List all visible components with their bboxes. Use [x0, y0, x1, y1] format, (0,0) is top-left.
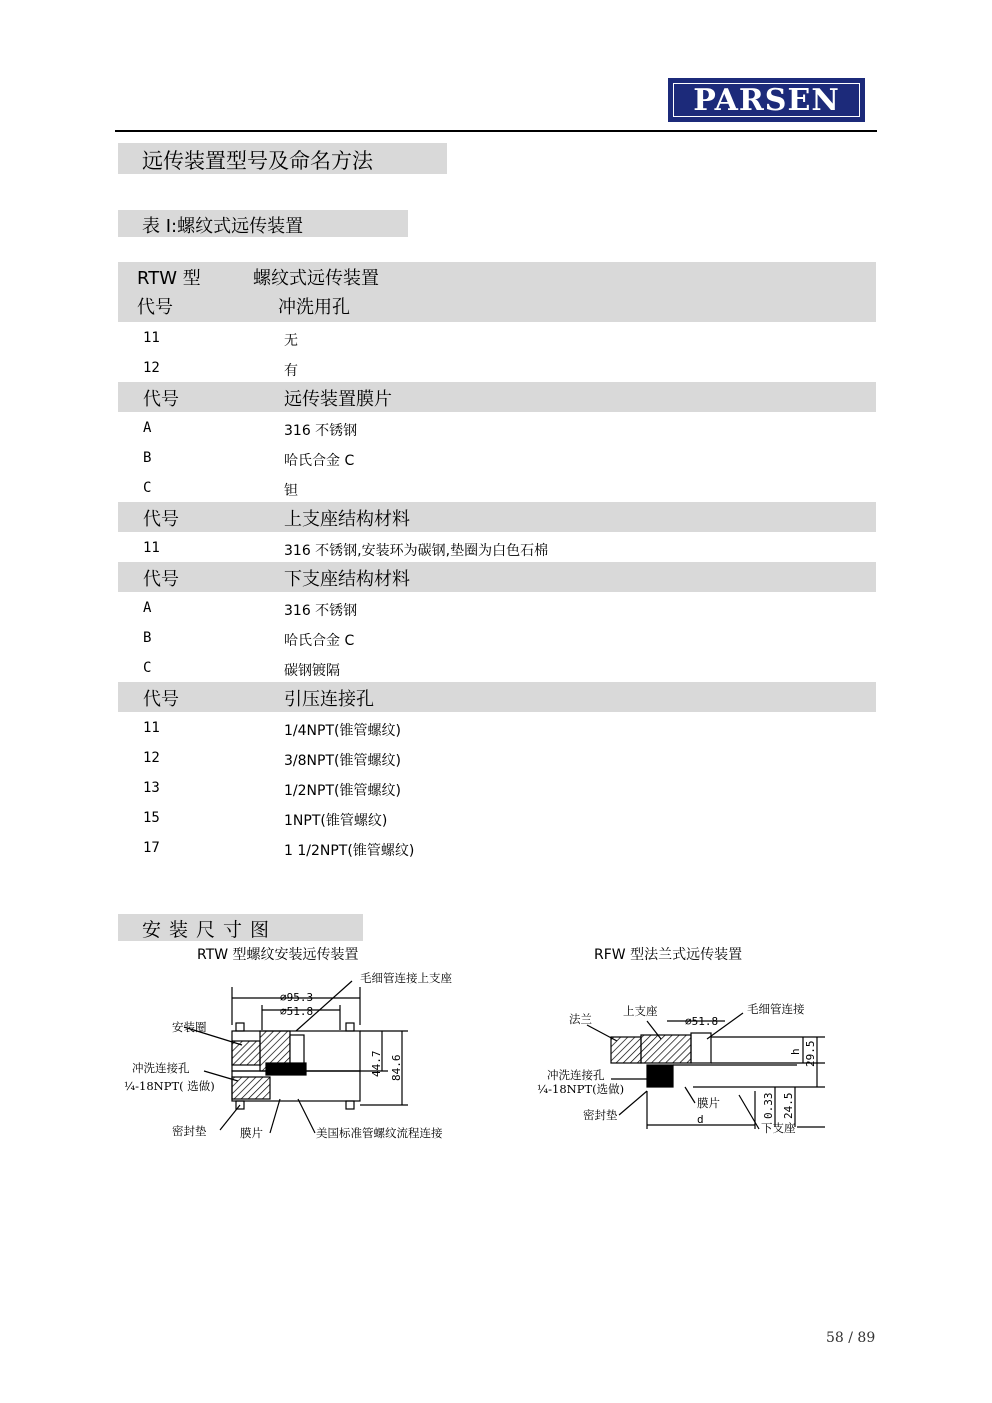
group-name: 引压连接孔	[284, 689, 374, 710]
label-ring: 安装圈	[172, 1020, 207, 1034]
row-desc: 哈氏合金 C	[284, 633, 355, 649]
row-code: 13	[143, 780, 160, 796]
row-code: 11	[143, 720, 160, 736]
table-heading	[118, 210, 408, 237]
row-code: B	[143, 450, 152, 466]
section-heading	[118, 143, 447, 174]
row-desc: 1/4NPT(锥管螺纹)	[284, 723, 401, 739]
row-code: 12	[143, 360, 160, 376]
row-desc: 1 1/2NPT(锥管螺纹)	[284, 843, 415, 859]
label-lower-seat: 下支座	[761, 1121, 796, 1135]
dim-v1: 0.33	[762, 1092, 775, 1119]
table-row	[118, 352, 876, 382]
dim-h: h	[789, 1048, 802, 1055]
label-capillary-upper: 毛细管连接上支座	[360, 971, 452, 985]
row-desc: 碳钢镀隔	[284, 663, 340, 679]
row-desc: 1NPT(锥管螺纹)	[284, 813, 388, 829]
group-header	[118, 502, 876, 532]
model-name: 螺纹式远传装置	[253, 268, 379, 289]
row-desc: 哈氏合金 C	[284, 453, 355, 469]
code-label: 代号	[143, 389, 179, 410]
table-row	[118, 622, 876, 652]
logo-text: PARSEN	[693, 83, 840, 118]
table-row	[118, 772, 876, 802]
label-flush-thread: ¼-18NPT(选做)	[537, 1082, 625, 1096]
table-row	[118, 742, 876, 772]
table-row	[118, 802, 876, 832]
row-code: A	[143, 420, 152, 436]
row-code: 11	[143, 540, 160, 556]
table-title: 表 I:螺纹式远传装置	[142, 216, 304, 237]
code-label: 代号	[143, 509, 179, 530]
dim-d1: ∅51.8	[685, 1015, 719, 1028]
dim-d1: ∅95.3	[280, 991, 314, 1004]
label-process: 美国标准管螺纹流程连接	[316, 1126, 443, 1140]
row-code: C	[143, 660, 152, 676]
label-capillary: 毛细管连接	[747, 1002, 805, 1016]
install-title: 安装尺寸图	[142, 919, 278, 941]
row-code: B	[143, 630, 152, 646]
table-row	[118, 442, 876, 472]
row-desc: 316 不锈钢	[284, 603, 358, 619]
model-header-row	[118, 262, 876, 322]
group-name: 远传装置膜片	[284, 389, 392, 410]
label-upper-seat: 上支座	[623, 1004, 658, 1018]
row-desc: 无	[284, 333, 298, 349]
header-rule	[115, 130, 877, 132]
row-desc: 3/8NPT(锥管螺纹)	[284, 753, 401, 769]
group-name: 上支座结构材料	[284, 509, 410, 530]
dim-h2: 29.5	[804, 1040, 817, 1067]
group-name: 冲洗用孔	[278, 297, 350, 318]
label-diaphragm: 膜片	[240, 1126, 263, 1140]
label-flush-port: 冲洗连接孔	[547, 1068, 605, 1082]
table-row	[118, 832, 876, 862]
dim-d: d	[697, 1113, 704, 1126]
table-row	[118, 532, 876, 562]
code-label: 代号	[143, 569, 179, 590]
table-row	[118, 472, 876, 502]
label-gasket: 密封垫	[583, 1108, 618, 1122]
row-desc: 钽	[284, 483, 298, 499]
rtw-drawing	[120, 965, 480, 1150]
label-gasket: 密封垫	[172, 1124, 207, 1138]
label-flange: 法兰	[569, 1012, 592, 1026]
row-desc: 有	[284, 363, 298, 379]
code-label: 代号	[137, 297, 173, 318]
label-flush-port: 冲洗连接孔	[132, 1061, 190, 1075]
group-name: 下支座结构材料	[284, 569, 410, 590]
rfw-drawing	[535, 995, 855, 1140]
label-diaphragm: 膜片	[697, 1096, 720, 1110]
table-row	[118, 712, 876, 742]
dim-h2: 84.6	[390, 1054, 403, 1081]
row-code: 11	[143, 330, 160, 346]
parsen-logo	[668, 78, 865, 122]
page-number: 58 / 89	[826, 1330, 876, 1346]
row-code: 12	[143, 750, 160, 766]
row-desc: 1/2NPT(锥管螺纹)	[284, 783, 401, 799]
dim-h1: 44.7	[370, 1050, 383, 1077]
row-code: A	[143, 600, 152, 616]
row-desc: 316 不锈钢,安装环为碳钢,垫圈为白色石棉	[284, 543, 549, 559]
table-row	[118, 322, 876, 352]
table-row	[118, 412, 876, 442]
left-drawing-caption: RTW 型螺纹安装远传装置	[197, 947, 359, 963]
row-desc: 316 不锈钢	[284, 423, 358, 439]
page-title: 远传装置型号及命名方法	[142, 149, 373, 173]
row-code: 15	[143, 810, 160, 826]
table-row	[118, 592, 876, 622]
table-row	[118, 652, 876, 682]
right-drawing-caption: RFW 型法兰式远传装置	[594, 947, 743, 963]
group-header	[118, 682, 876, 712]
dim-d2: ∅51.8	[280, 1005, 314, 1018]
dim-v2: 24.5	[782, 1092, 795, 1119]
row-code: 17	[143, 840, 160, 856]
code-label: 代号	[143, 689, 179, 710]
row-code: C	[143, 480, 152, 496]
group-header	[118, 382, 876, 412]
label-flush-thread: ¼-18NPT( 选做)	[124, 1079, 215, 1093]
install-heading	[118, 914, 363, 941]
model-label: RTW 型	[137, 268, 201, 289]
group-header	[118, 562, 876, 592]
